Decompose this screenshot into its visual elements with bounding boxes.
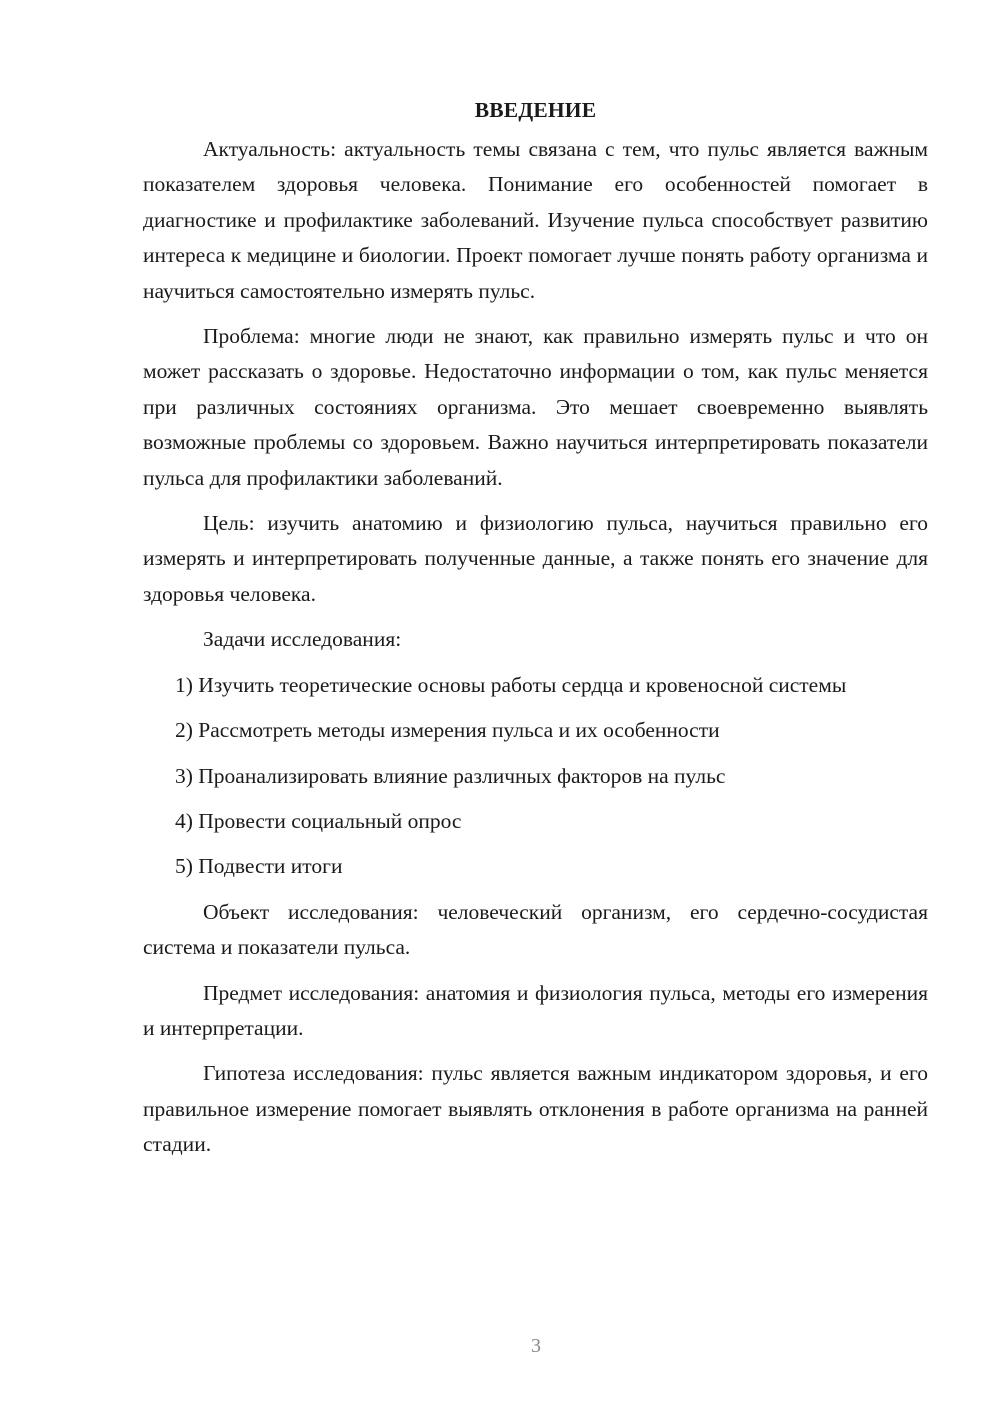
list-item: 3) Проанализировать влияние различных факторов на пульс	[175, 763, 726, 788]
page-title: ВВЕДЕНИЕ	[474, 98, 597, 122]
list-item: 4) Провести социальный опрос	[175, 808, 462, 833]
list-item: 2) Рассмотреть методы измерения пульса и их особенности	[175, 718, 720, 743]
problem-paragraph: Проблема: многие люди не знают, как правильно измерять пульс и что он может рассказать о здоровье. Недостаточно информации о том, как пульс меняется при различных состояниях организма. Это мешает своевременно выявлять возможные проблемы со здоровьем. Важно научиться интерпретировать показатели пульса для профилактики заболеваний.	[143, 324, 928, 490]
page-number: 3	[531, 1335, 541, 1357]
hypothesis-paragraph: Гипотеза исследования: пульс является важным индикатором здоровья, и его правильное измерение помогает выявлять отклонения в работе организма на ранней стадии.	[143, 1061, 928, 1157]
tasks-heading: Задачи исследования:	[203, 627, 402, 652]
list-item: 1) Изучить теоретические основы работы сердца и кровеносной системы	[175, 672, 847, 697]
list-item: 5) Подвести итоги	[175, 854, 343, 879]
tasks-list	[143, 668, 928, 885]
document-page	[143, 92, 928, 1173]
object-paragraph: Объект исследования: человеческий организм, его сердечно-сосудистая система и показатели пульса.	[143, 899, 928, 960]
subject-paragraph: Предмет исследования: анатомия и физиология пульса, методы его измерения и интерпретации.	[143, 980, 928, 1040]
goal-paragraph: Цель: изучить анатомию и физиологию пульса, научиться правильно его измерять и интерпретировать полученные данные, а также понять его значение для здоровья человека.	[143, 511, 928, 606]
relevance-paragraph: Актуальность: актуальность темы связана с тем, что пульс является важным показателем здоровья человека. Понимание его особенностей помогает в диагностике и профилактике заболеваний. Изучение пульса способствует развитию интереса к медицине и биологии. Проект помогает лучше понять работу организма и научиться самостоятельно измерять пульс.	[143, 137, 928, 303]
